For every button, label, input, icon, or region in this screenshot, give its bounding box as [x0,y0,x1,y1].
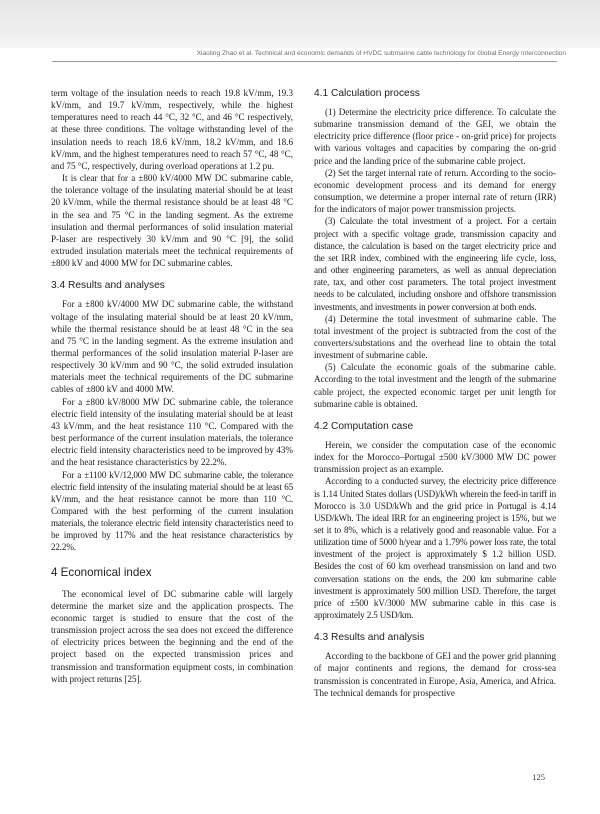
header-rule [52,61,557,62]
paragraph-continuation: term voltage of the insulation needs to reach 19.8 kV/mm, 19.3 kV/mm, and 19.7 kV/mm, respectively, while the highest temperatures need to reach 44 °C, 32 °C, and 46 °C respectively, at these three conditions. The voltage withstanding level of the insulation needs to reach 18.6 kV/mm, 18.2 kV/mm, and 18.6 kV/mm, and the highest temperatures need to reach 57 °C, 48 °C, and 75 °C, respectively, during overload operations at 1.2 pu. [51,88,293,171]
paragraph-case-intro: Herein, we consider the computation case of the economic index for the Morocco–Portugal ±500 kV/3000 MW DC power transmission project as an example. [314,439,556,475]
paragraph-summary: It is clear that for a ±800 kV/4000 MW DC submarine cable, the tolerance voltage of the insulating material should be at least 20 kV/mm, while the thermal resistance should be at least 48 °C in the sea and 75 °C in the landing segment. As the extreme insulation and thermal performances of solid insulation material P-laser are respectively 30 kV/mm and 90 °C [9], the solid extruded insulation materials meet the technical requirements of ±800 kV and 4000 MW for DC submarine cables. [51,173,293,269]
left-column [51,87,293,685]
paragraph-step-4: (4) Determine the total investment of submarine cable. The total investment of the project is subtracted from the cost of the converters/substations and the overhead line to obtain the total investment of submarine cable. [314,313,556,361]
section-heading-calculation-process: 4.1 Calculation process [314,88,420,99]
section-heading-results-analyses: 3.4 Results and analyses [51,280,165,292]
page-number: 125 [532,772,545,782]
section-heading-computation-case: 4.2 Computation case [314,420,414,432]
paragraph-case-details: According to a conducted survey, the electricity price difference is 1.14 United States dollars (USD)/kWh wherein the feed-in tariff in Morocco is 3.0 USD/kWh and the grid price in Portugal is 4.14 USD/kWh. The ideal IRR for an engineering project is 15%, but we set it to 8%, which is a relatively good and reasonable value. For a utilization time of 5000 h/year and a 1.79% power loss rate, the total investment of the project is approximately $ 1.2 billion USD. Besides the cost of 60 km overhead transmission on land and two conversation stations on the ends, the 200 km submarine cable investment is approximately 500 million USD. Therefore, the target price of ±500 kV/3000 MW submarine cable in this case is approximately 2.5 USD/km. [314,476,556,621]
paragraph-result-4000mw: For a ±800 kV/4000 MW DC submarine cable, the withstand voltage of the insulating material should be at least 20 kV/mm, while the thermal resistance should be at least 48 °C in the sea and 75 °C in the landing segment. As the extreme insulation and thermal performances of the solid insulation material P-laser are respectively 30 kV/mm and 90 °C, the solid extruded insulation materials meet the technical requirements of the DC submarine cables of ±800 kV and 4000 MW. [51,299,293,395]
paragraph-economical-intro: The economical level of DC submarine cable will largely determine the market size and the application prospects. The economic target is studied to ensure that the cost of the transmission project across the sea does not exceed the difference of electricity prices between the beginning and the end of the project based on the expected transmission prices and transmission and transformation equipment costs, in combination with project returns [25]. [51,588,293,684]
paragraph-results-analysis: According to the backbone of GEI and the power grid planning of major continents and regions, the demand for cross-sea transmission is concentrated in Europe, Asia, America, and Africa. The technical demands for prospective [314,651,556,698]
paragraph-step-1: (1) Determine the electricity price difference. To calculate the submarine transmission demand of the GEI, we obtain the electricity price difference (floor price - on-grid price) for projects with various voltages and capacities by comparing the on-grid price and the landing price of the submarine cable project. [314,107,556,166]
running-header: Xiaoling Zhao et al. Technical and economic demands of HVDC submarine cable technology for Global Energy Interconnection [196,50,566,57]
paragraph-step-5: (5) Calculate the economic goals of the submarine cable. According to the total investment and the length of the submarine cable project, the expected economic target per unit length for submarine cable is obtained. [314,362,556,409]
paragraph-step-2: (2) Set the target internal rate of return. According to the socio-economic development process and its demand for energy consumption, we determine a proper internal rate of return (IRR) for the indicators of major power transmission projects. [314,167,556,215]
paragraph-step-3: (3) Calculate the total investment of a project. For a certain project with a specific voltage grade, transmission capacity and distance, the calculation is based on the target electricity price and the set IRR index, combined with the engineering life cycle, loss, and other engineering parameters, as well as annual depreciation rate, tax, and other cost parameters. The total project investment needs to be calculated, including onshore and offshore transmission investments, and investments in power conversion at both ends. [314,216,556,312]
section-heading-results-analysis: 4.3 Results and analysis [314,632,425,644]
section-heading-economical-index: 4 Economical index [51,565,152,579]
header-band [0,0,600,48]
paragraph-result-12000mw: For a ±1100 kV/12,000 MW DC submarine cable, the tolerance electric field intensity of the insulating material should be at least 65 kV/mm, and the heat resistance cannot be more than 110 °C. Compared with the best performing of the current insulation materials, the tolerance electric field intensity characteristics need to be improved by 117% and the heat resistance characteristics by 22.2%. [51,469,293,553]
right-column [314,87,556,699]
paragraph-result-8000mw: For a ±800 kV/8000 MW DC submarine cable, the tolerance electric field intensity of the insulating material should be at least 43 kV/mm, and the heat resistance 110 °C. Compared with the best performance of the current insulation materials, the tolerance electric field intensity characteristics need to be improved by 43% and the heat resistance characteristics by 22.2%. [51,396,293,468]
